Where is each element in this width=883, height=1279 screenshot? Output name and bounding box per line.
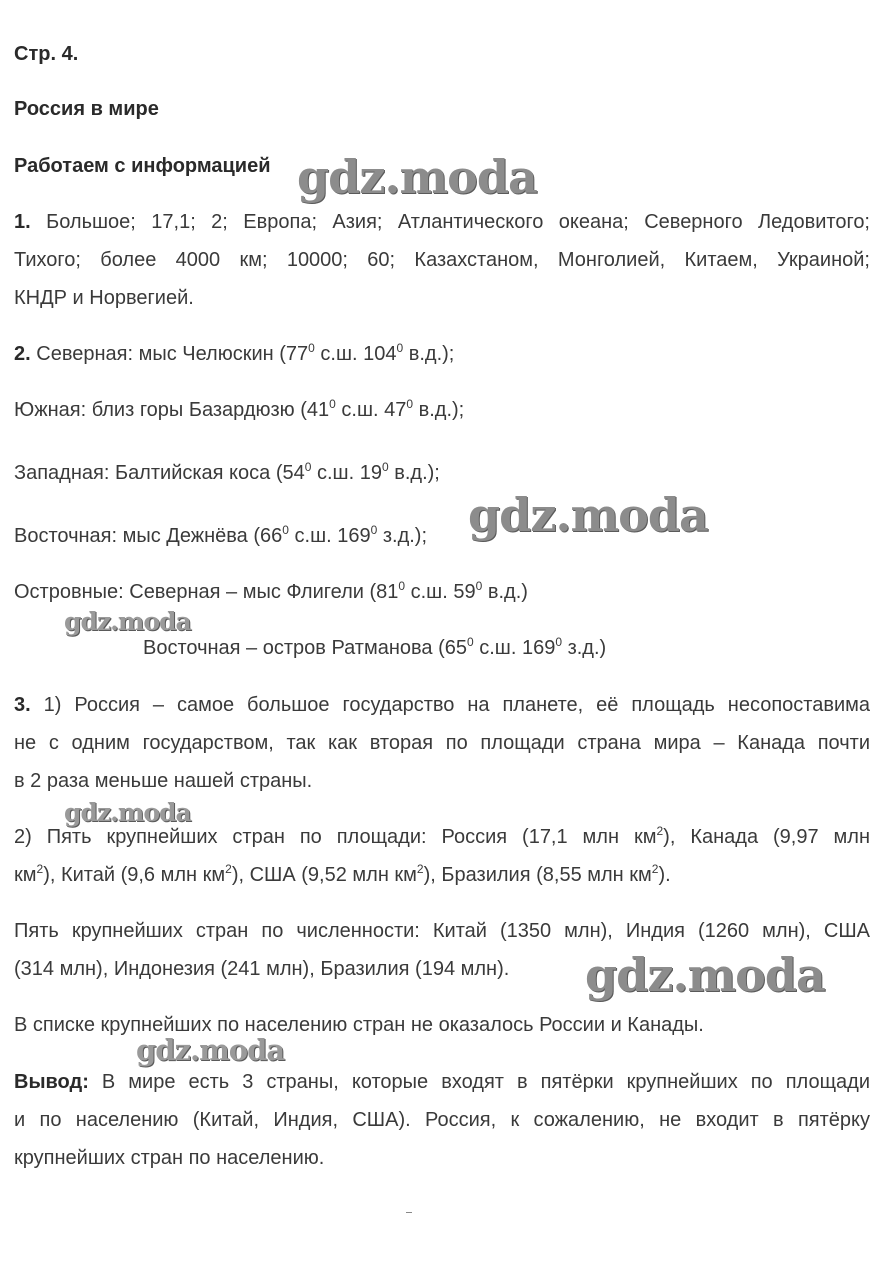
conclusion-line2: и по населению (Китай, Индия, США). Россия, к сожалению, не входит в пятёрку — [14, 1109, 870, 1131]
task3-area-line1: 2) Пять крупнейших стран по площади: Россия (17,1 млн $км^2$), Канада (9,97 млн — [14, 824, 871, 848]
watermark: gdz.moda — [468, 488, 708, 542]
task3-p1-line1: 3. 1) Россия – самое большое государство на планете, её площадь несопоставима — [14, 694, 870, 716]
conclusion-line1: Вывод: В мире есть 3 страны, которые входят в пятёрки крупнейших по площади — [14, 1071, 870, 1093]
conclusion-line3: крупнейших стран по населению. — [14, 1147, 325, 1169]
task3-p1-line3: в 2 раза меньше нашей страны. — [14, 770, 313, 792]
task1-line3: КНДР и Норвегией. — [14, 287, 194, 309]
watermark: gdz.moda — [64, 798, 191, 827]
task2-number: 2. — [14, 343, 31, 365]
task2-west: Западная: Балтийская коса ($54^0$ с.ш. $19^0$ в.д.); — [14, 460, 440, 484]
task3-area-line2: $км^2$), Китай (9,6 млн $км^2$), США (9,52 млн $км^2$), Бразилия (8,55 млн $км^2$). — [14, 862, 671, 886]
watermark: gdz.moda — [297, 150, 537, 204]
watermark: gdz.moda — [585, 948, 825, 1002]
task3-number: 3. — [14, 694, 31, 716]
page-number: Стр. 4. — [14, 43, 79, 65]
task1-line2: Тихого; более 4000 км; 10000; 60; Казахстаном, Монголией, Китаем, Украиной; — [14, 249, 870, 271]
task2-east: Восточная: мыс Дежнёва ($66^0$ с.ш. $169^0$ з.д.); — [14, 523, 428, 547]
task1-number: 1. — [14, 211, 31, 233]
task2-islands-east: Восточная – остров Ратманова ($65^0$ с.ш. $169^0$ з.д.) — [143, 635, 607, 659]
task3-p1-line2: не с одним государством, так как вторая по площади страна мира – Канада почти — [14, 732, 870, 754]
task2-north: 2. Северная: мыс Челюскин ($77^0$ с.ш. $104^0$ в.д.); — [14, 341, 455, 365]
task3-population-line2: (314 млн), Индонезия (241 млн), Бразилия (194 млн). — [14, 958, 510, 980]
page-mark — [406, 1212, 412, 1213]
watermark: gdz.moda — [64, 607, 191, 636]
topic-title: Россия в мире — [14, 98, 159, 120]
task1-line1: 1. Большое; 17,1; 2; Европа; Азия; Атлантического океана; Северного Ледовитого; — [14, 211, 870, 233]
task2-south: Южная: близ горы Базардюзю ($41^0$ с.ш. $47^0$ в.д.); — [14, 397, 465, 421]
watermark: gdz.moda — [136, 1033, 285, 1067]
task3-note: В списке крупнейших по населению стран не оказалось России и Канады. — [14, 1014, 704, 1036]
conclusion-label: Вывод: — [14, 1071, 89, 1093]
task2-islands-north: Островные: Северная – мыс Флигели ($81^0$ с.ш. $59^0$ в.д.) — [14, 579, 528, 603]
task3-population-line1: Пять крупнейших стран по численности: Китай (1350 млн), Индия (1260 млн), США — [14, 920, 870, 942]
section-title: Работаем с информацией — [14, 155, 271, 177]
